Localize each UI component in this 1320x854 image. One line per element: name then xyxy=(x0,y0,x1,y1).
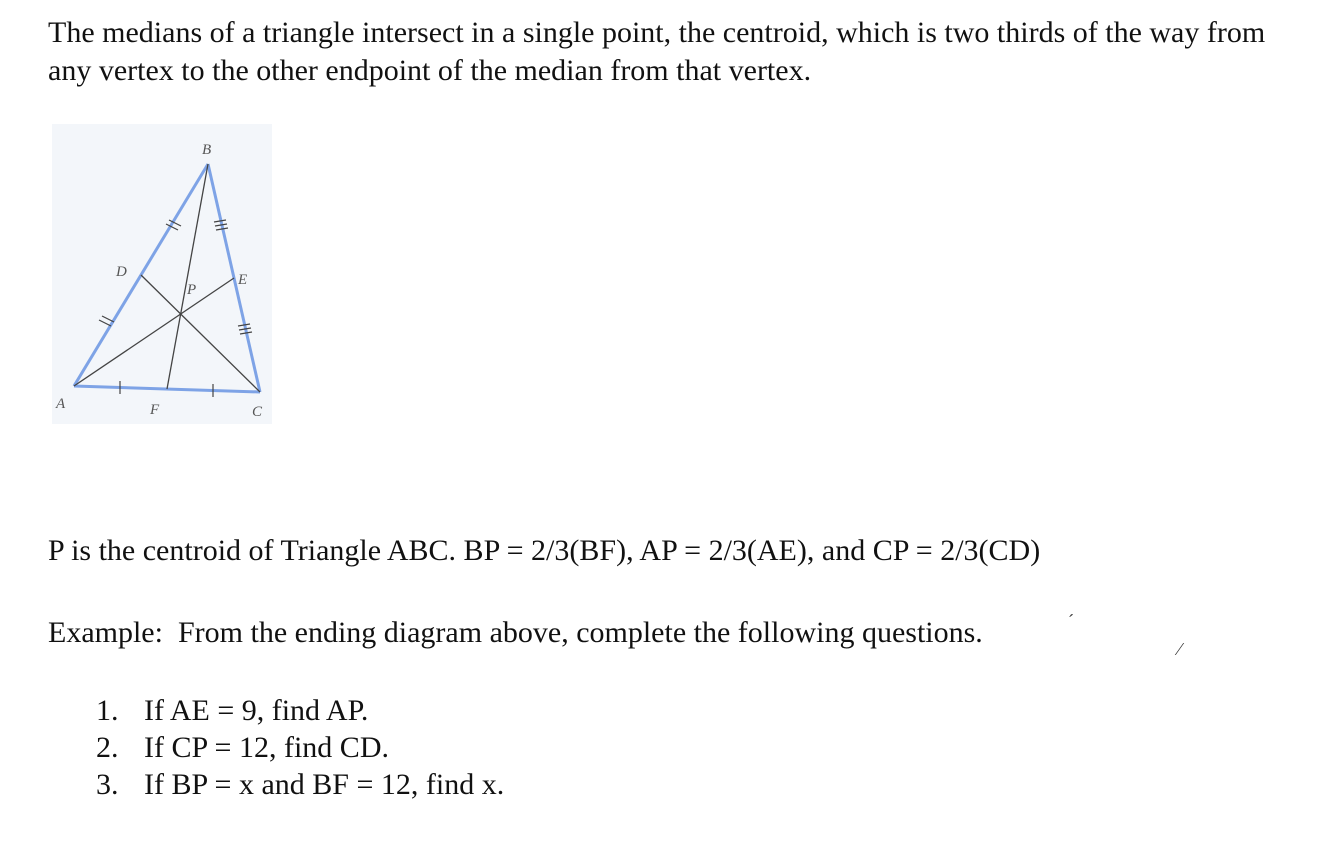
triangle-diagram xyxy=(52,124,272,424)
example-text: From the ending diagram above, complete the following questions. xyxy=(177,616,983,649)
triangle-svg xyxy=(52,124,272,424)
question-number: 3. xyxy=(96,768,119,801)
label-e: E xyxy=(238,272,248,288)
label-p: P xyxy=(187,282,197,298)
question-text: If CP = 12, find CD. xyxy=(144,731,389,764)
label-b: B xyxy=(202,142,212,158)
question-item xyxy=(96,729,504,766)
question-number: 1. xyxy=(96,694,119,727)
question-text: If BP = x and BF = 12, find x. xyxy=(144,768,505,801)
label-d: D xyxy=(116,264,127,280)
example-line xyxy=(48,614,983,652)
question-item xyxy=(96,766,504,803)
stray-mark: ´ xyxy=(1068,611,1074,631)
label-c: C xyxy=(252,404,263,420)
example-label: Example: xyxy=(48,616,163,649)
question-number: 2. xyxy=(96,731,119,764)
centroid-statement: P is the centroid of Triangle ABC. BP = 2/3(BF), AP = 2/3(AE), and CP = 2/3(CD) xyxy=(48,534,1041,567)
label-a: A xyxy=(56,396,66,412)
label-f: F xyxy=(150,402,160,418)
question-list xyxy=(96,692,504,803)
stray-mark: ⁄ xyxy=(1178,639,1182,659)
intro-paragraph: The medians of a triangle intersect in a single point, the centroid, which is two thirds of the way from any vertex to the other endpoint of the median from that vertex. xyxy=(48,16,1266,87)
question-item xyxy=(96,692,504,729)
question-text: If AE = 9, find AP. xyxy=(144,694,369,727)
